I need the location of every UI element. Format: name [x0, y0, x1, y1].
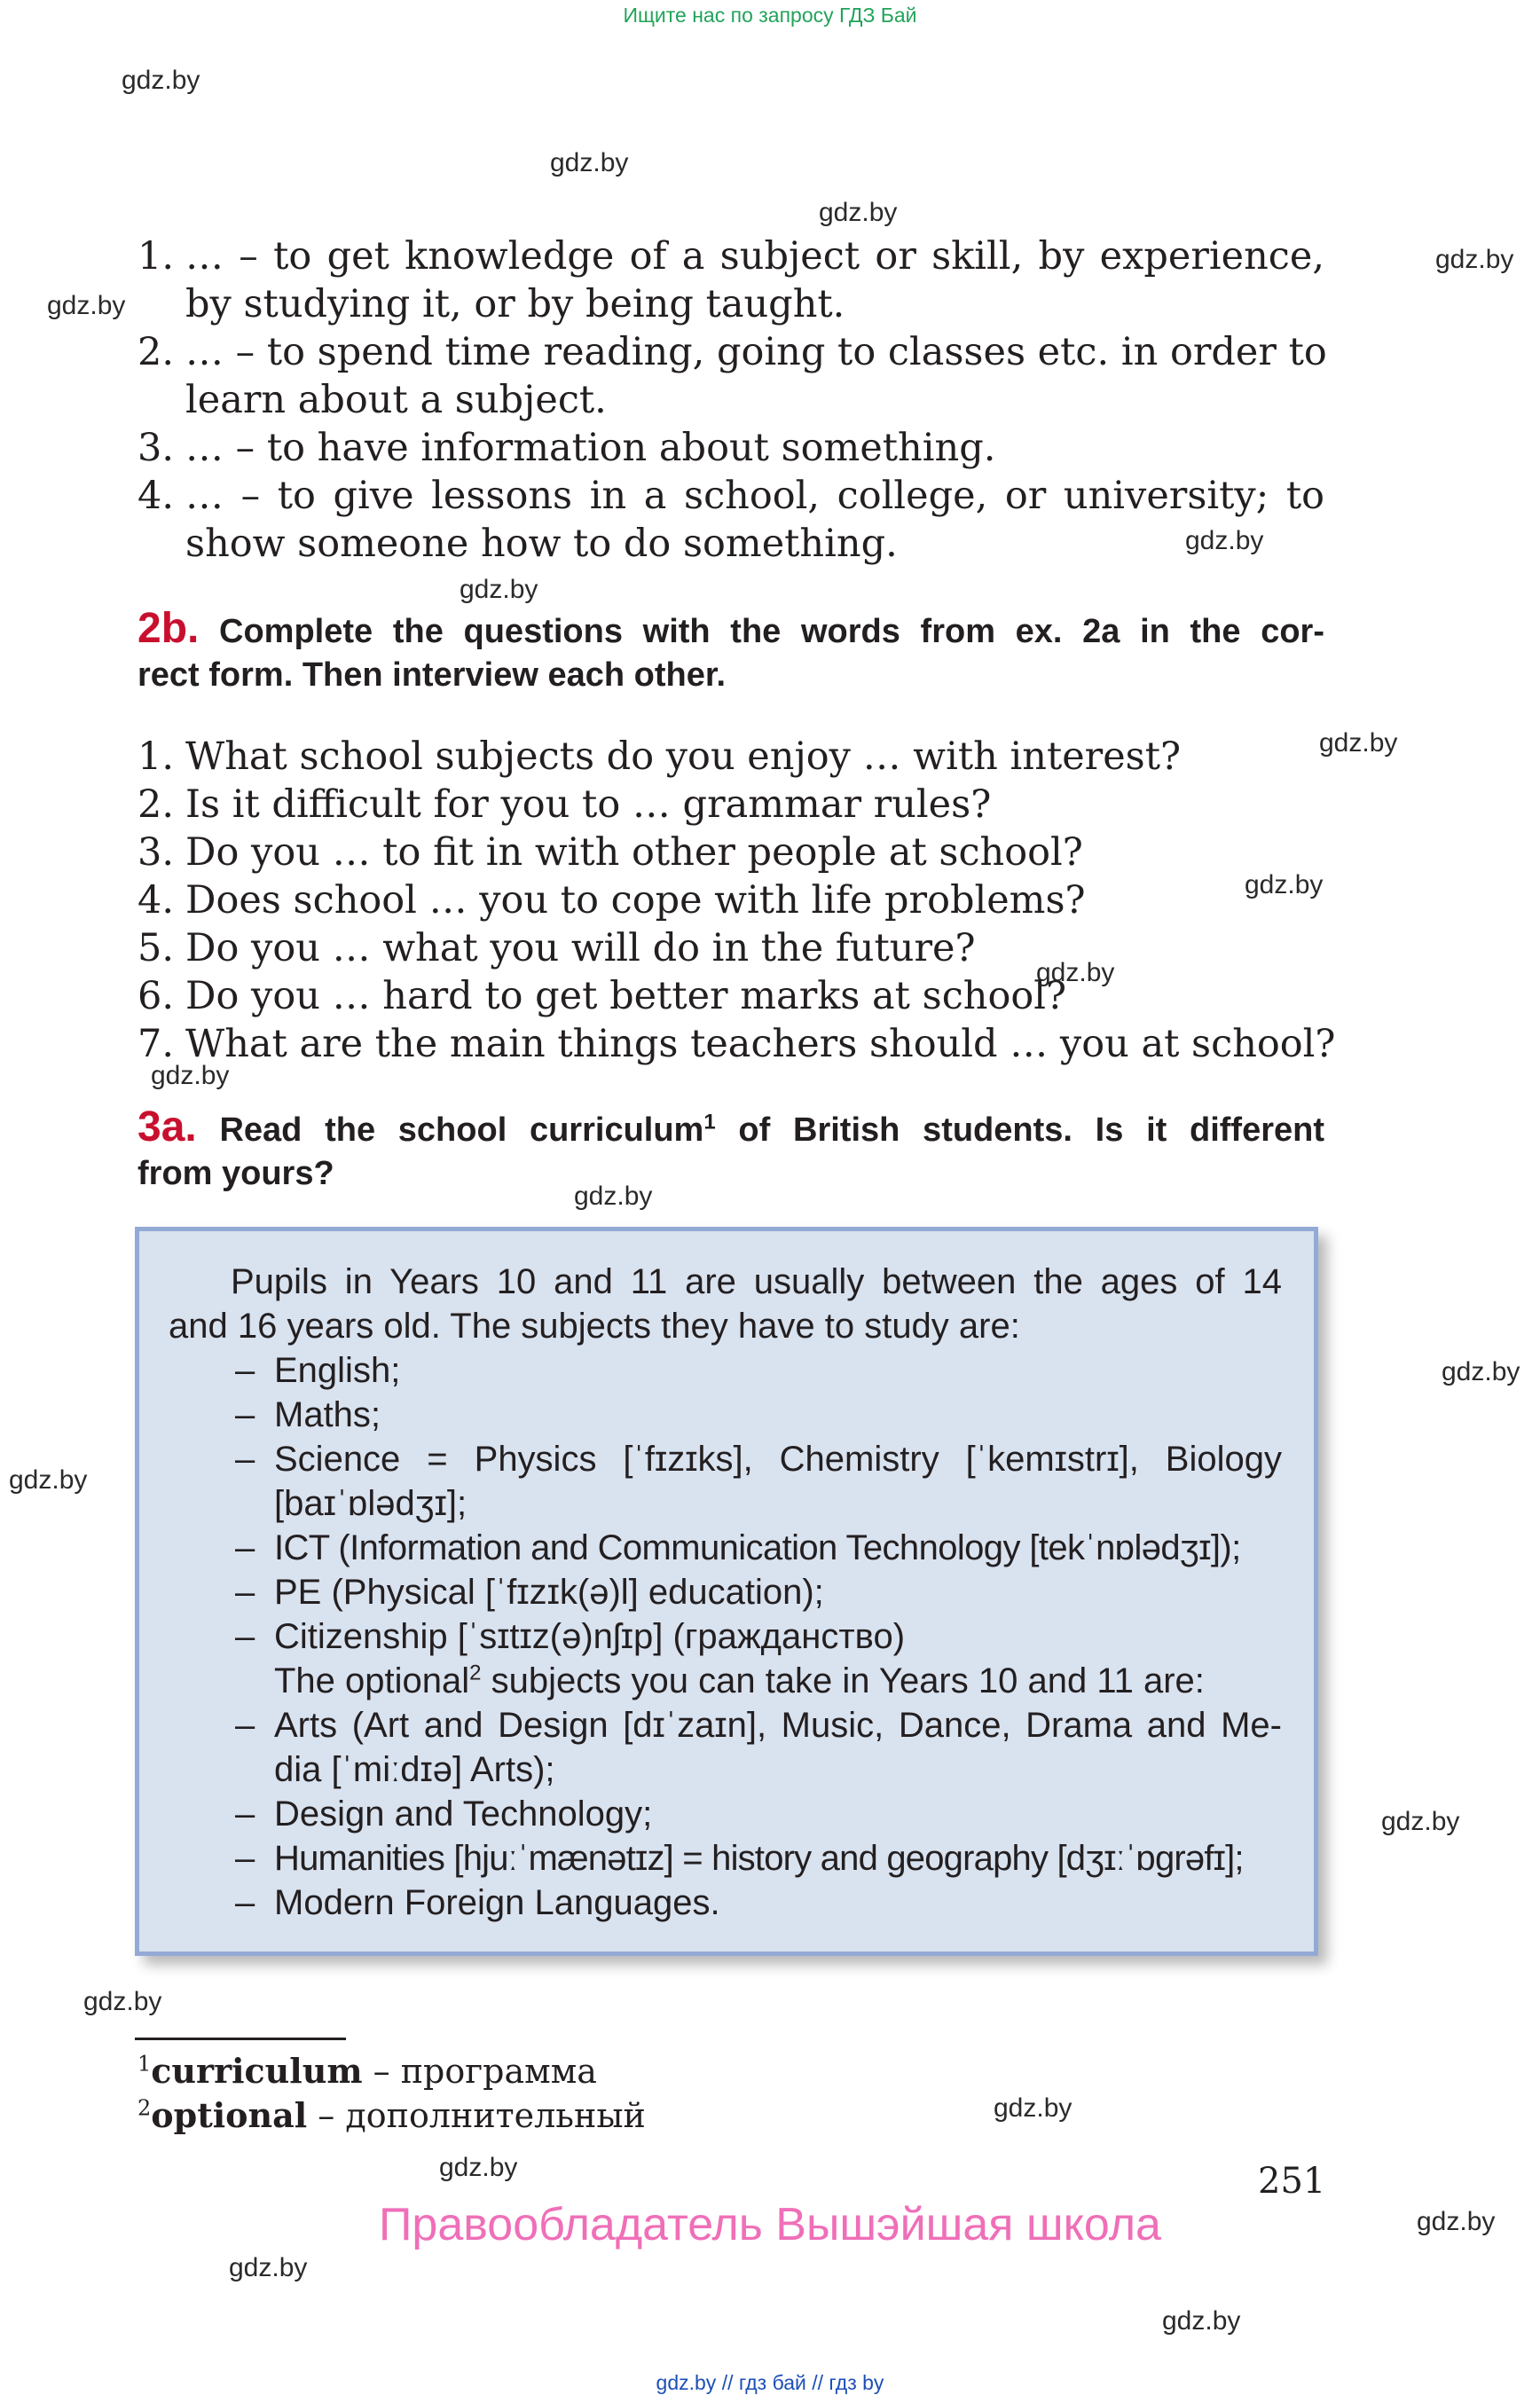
optional-subject-item: Design and Technology;: [274, 1794, 653, 1834]
list-dash: –: [235, 1528, 255, 1567]
curriculum-intro: Pupils in Years 10 and 11 are usually between the ages of 14: [231, 1262, 1282, 1301]
watermark: gdz.by: [1442, 1357, 1520, 1386]
watermark: gdz.by: [151, 1061, 230, 1090]
subject-item: ICT (Information and Communication Technology [tekˈnɒlədʒɪ]);: [274, 1528, 1241, 1567]
page-number: 251: [1258, 2161, 1326, 2202]
watermark: gdz.by: [122, 66, 200, 95]
watermark: gdz.by: [460, 575, 538, 604]
watermark: gdz.by: [1245, 870, 1324, 899]
watermark: gdz.by: [83, 1987, 162, 2016]
optional-subject-item-continued: dia [ˈmiːdɪə] Arts);: [274, 1750, 555, 1789]
definition-item-continued: show someone how to do something.: [185, 522, 898, 566]
optional-intro: The optional$^2$ subjects you can take in Years 10 and 11 are:: [274, 1661, 1205, 1700]
definition-item: 2. … – to spend time reading, going to classes etc. in order to: [138, 330, 1327, 374]
subject-item: Science = Physics [ˈfɪzɪks], Chemistry [ˈkemɪstrɪ], Biology: [274, 1440, 1282, 1479]
subject-item-continued: [baɪˈɒlədʒɪ];: [274, 1484, 468, 1523]
exercise-2b-instruction: 2b. Complete the questions with the words from ex. 2a in the cor-: [138, 605, 1324, 652]
optional-subject-item: Arts (Art and Design [dɪˈzaɪn], Music, Dance, Drama and Me-: [274, 1706, 1282, 1745]
list-dash: –: [235, 1794, 255, 1834]
definition-item-continued: by studying it, or by being taught.: [185, 282, 845, 326]
question-item: 2. Is it difficult for you to … grammar rules?: [138, 782, 992, 827]
definition-item-continued: learn about a subject.: [185, 378, 607, 422]
watermark: gdz.by: [229, 2253, 308, 2282]
definition-item: 1. … – to get knowledge of a subject or skill, by experience,: [138, 234, 1324, 279]
subject-item: Citizenship [ˈsɪtɪz(ə)nʃɪp] (гражданство): [274, 1617, 906, 1656]
question-item: 4. Does school … you to cope with life problems?: [138, 878, 1086, 923]
copyright-notice: Правообладатель Вышэйшая школа: [379, 2199, 1161, 2250]
definition-item: 3. … – to have information about something.: [138, 426, 996, 470]
watermark: gdz.by: [1036, 958, 1115, 987]
exercise-3a-instruction: 3a. Read the school curriculum$^1$ of British students. Is it different: [138, 1103, 1324, 1150]
exercise-number: 2b.: [138, 605, 200, 652]
watermark: gdz.by: [1417, 2207, 1496, 2236]
list-dash: –: [235, 1617, 255, 1656]
list-dash: –: [235, 1440, 255, 1479]
exercise-number: 3a.: [138, 1103, 197, 1150]
footnote-divider: [135, 2038, 346, 2040]
watermark: gdz.by: [1162, 2306, 1241, 2336]
question-item: 1. What school subjects do you enjoy … with interest?: [138, 734, 1182, 779]
watermark: gdz.by: [1319, 728, 1398, 758]
subject-item: PE (Physical [ˈfɪzɪk(ə)l] education);: [274, 1573, 824, 1612]
search-hint-header: Ищите нас по запросу ГДЗ Бай: [623, 4, 917, 27]
curriculum-intro-continued: and 16 years old. The subjects they have to study are:: [169, 1307, 1020, 1346]
exercise-3a-instruction-continued: from yours?: [138, 1155, 334, 1192]
question-item: 7. What are the main things teachers should … you at school?: [138, 1022, 1336, 1066]
definition-item: 4. … – to give lessons in a school, college, or university; to: [138, 474, 1324, 518]
watermark: gdz.by: [574, 1182, 653, 1211]
watermark: gdz.by: [1435, 245, 1514, 274]
watermark: gdz.by: [47, 291, 126, 320]
list-dash: –: [235, 1839, 255, 1878]
question-item: 6. Do you … hard to get better marks at school?: [138, 974, 1067, 1018]
list-dash: –: [235, 1883, 255, 1922]
optional-subject-item: Modern Foreign Languages.: [274, 1883, 720, 1922]
footnote: $^1$curriculum – программа: [138, 2051, 597, 2091]
watermark: gdz.by: [1185, 526, 1264, 555]
optional-subject-item: Humanities [hjuːˈmænətɪz] = history and geography [dʒɪːˈɒgrəfɪ];: [274, 1839, 1244, 1878]
list-dash: –: [235, 1351, 255, 1390]
list-dash: –: [235, 1395, 255, 1434]
list-dash: –: [235, 1706, 255, 1745]
watermark: gdz.by: [819, 198, 898, 227]
site-footer-links[interactable]: gdz.by // гдз бай // гдз by: [656, 2371, 884, 2394]
watermark: gdz.by: [550, 148, 629, 177]
list-dash: –: [235, 1573, 255, 1612]
watermark: gdz.by: [1381, 1807, 1460, 1836]
question-item: 3. Do you … to fit in with other people at school?: [138, 830, 1083, 875]
subject-item: English;: [274, 1351, 401, 1390]
footnote: $^2$optional – дополнительный: [138, 2095, 646, 2135]
question-item: 5. Do you … what you will do in the future?: [138, 926, 976, 970]
watermark: gdz.by: [994, 2093, 1072, 2123]
exercise-2b-instruction-continued: rect form. Then interview each other.: [138, 656, 727, 694]
watermark: gdz.by: [9, 1465, 88, 1495]
subject-item: Maths;: [274, 1395, 381, 1434]
watermark: gdz.by: [439, 2153, 518, 2182]
